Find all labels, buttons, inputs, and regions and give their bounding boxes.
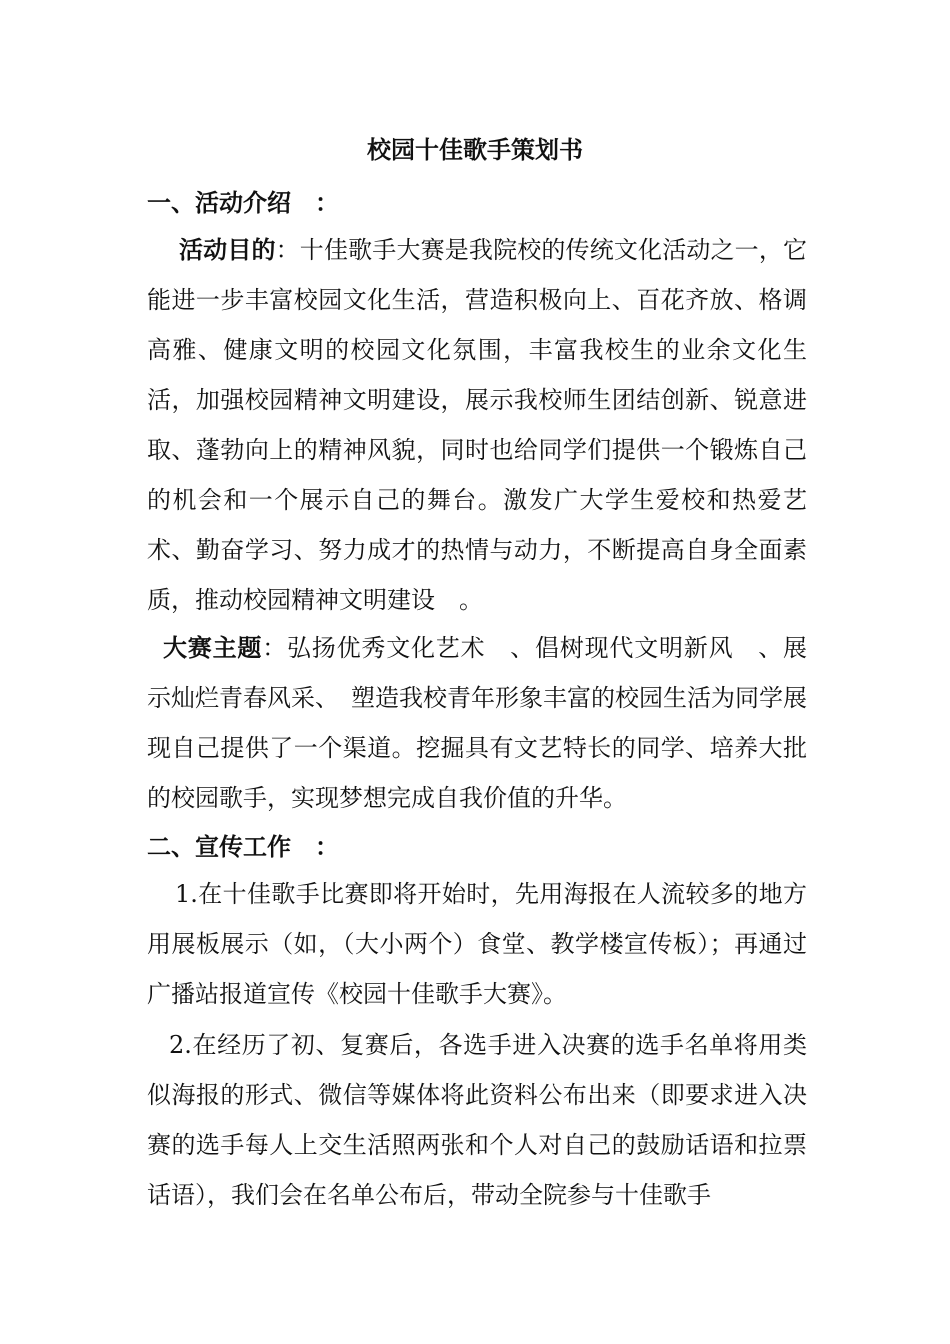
theme-text: ：弘扬优秀文化艺术 、倡树现代文明新风 、展示灿烂青春风采、 塑造我校青年形象丰富的校园生活为同学展现自己提供了一个渠道。挖掘具有文艺特长的同学、培养大批的校园歌手，实现梦想完成自我价值的升华。 [147, 634, 808, 812]
purpose-label: 活动目的 [179, 235, 276, 264]
paragraph-publicity-item-1: 1.在十佳歌手比赛即将开始时，先用海报在人流较多的地方用展板展示（如，（大小两个）食堂、教学楼宣传板）；再通过广播站报道宣传《校园十佳歌手大赛》。 [147, 880, 807, 1008]
section-heading-activity-intro: 一、活动介绍 ： [147, 188, 339, 217]
paragraph-activity-purpose [147, 225, 807, 625]
theme-label: 大赛主题 [163, 633, 263, 662]
paragraph-contest-theme [147, 623, 807, 823]
paragraph-publicity-item-2: 2.在经历了初、复赛后，各选手进入决赛的选手名单将用类似海报的形式、微信等媒体将此资料公布出来（即要求进入决赛的选手每人上交生活照两张和个人对自己的鼓励话语和拉票话语），我们会在名单公布后，带动全院参与十佳歌手 [147, 1031, 807, 1209]
purpose-text: ：十佳歌手大赛是我院校的传统文化活动之一，它能进一步丰富校园文化生活，营造积极向上、百花齐放、格调高雅、健康文明的校园文化氛围，丰富我校生的业余文化生活，加强校园精神文明建设，展示我校师生团结创新、锐意进取、蓬勃向上的精神风貌，同时也给同学们提供一个锻炼自己的机会和一个展示自己的舞台。激发广大学生爱校和热爱艺术、勤奋学习、努力成才的热情与动力，不断提高自身全面素质，推动校园精神文明建设 。 [147, 236, 807, 614]
document-title: 校园十佳歌手策划书 [367, 135, 583, 164]
section-heading-publicity: 二、宣传工作 ： [147, 832, 339, 861]
